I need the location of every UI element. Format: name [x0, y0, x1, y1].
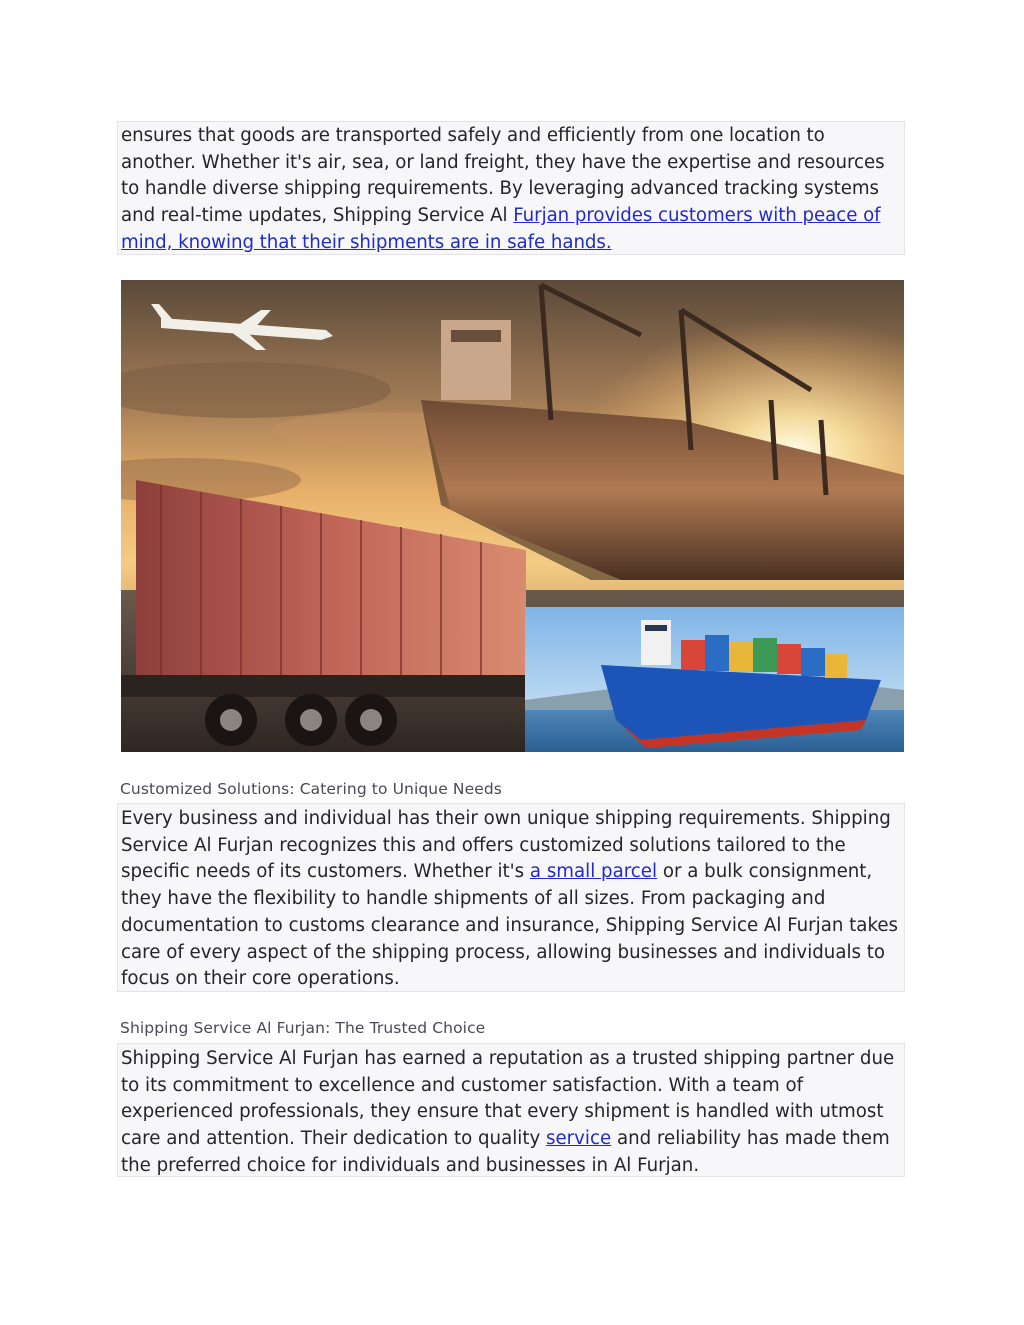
customized-text-after: or a bulk consignment, they have the flexibility to handle shipments of all sizes. From packaging and documentation to customs clearance and insurance, Shipping Service Al Furjan takes care of every aspect of the shipping process, allowing businesses and individuals to focus on their core operations.	[121, 861, 898, 990]
customized-solutions-paragraph	[118, 806, 904, 993]
trusted-choice-heading: Shipping Service Al Furjan: The Trusted Choice	[120, 1019, 486, 1037]
shipping-collage-image	[121, 280, 904, 752]
customized-solutions-block	[117, 803, 905, 992]
customized-solutions-heading: Customized Solutions: Catering to Unique Needs	[120, 780, 502, 798]
trusted-choice-block	[117, 1043, 905, 1177]
service-link[interactable]: service	[546, 1128, 612, 1150]
intro-link[interactable]: Furjan provides customers with peace of mind, knowing that their shipments are in safe hands.	[121, 205, 881, 253]
trusted-text-before: Shipping Service Al Furjan has earned a reputation as a trusted shipping partner due to its commitment to excellence and customer satisfaction. With a team of experienced professionals, they ensure that every shipment is handled with utmost care and attention. Their dedication to quality	[121, 1048, 895, 1150]
container-ship-inset	[525, 607, 904, 752]
intro-text-block	[117, 121, 905, 255]
intro-text: ensures that goods are transported safely and efficiently from one location to another. Whether it's air, sea, or land freight, they have the expertise and resources to handle diverse shipping requirements. By leveraging advanced tracking systems and real-time updates, Shipping Service Al	[121, 125, 885, 227]
small-parcel-link[interactable]: a small parcel	[529, 861, 658, 883]
trusted-choice-paragraph	[118, 1046, 904, 1180]
trusted-text-after: and reliability has made them the preferred choice for individuals and businesses in Al Furjan.	[121, 1128, 890, 1176]
customized-text-before: Every business and individual has their own unique shipping requirements. Shipping Service Al Furjan recognizes this and offers customized solutions tailored to the specific needs of its customers. Whether it's	[121, 808, 891, 883]
intro-paragraph	[118, 123, 904, 257]
